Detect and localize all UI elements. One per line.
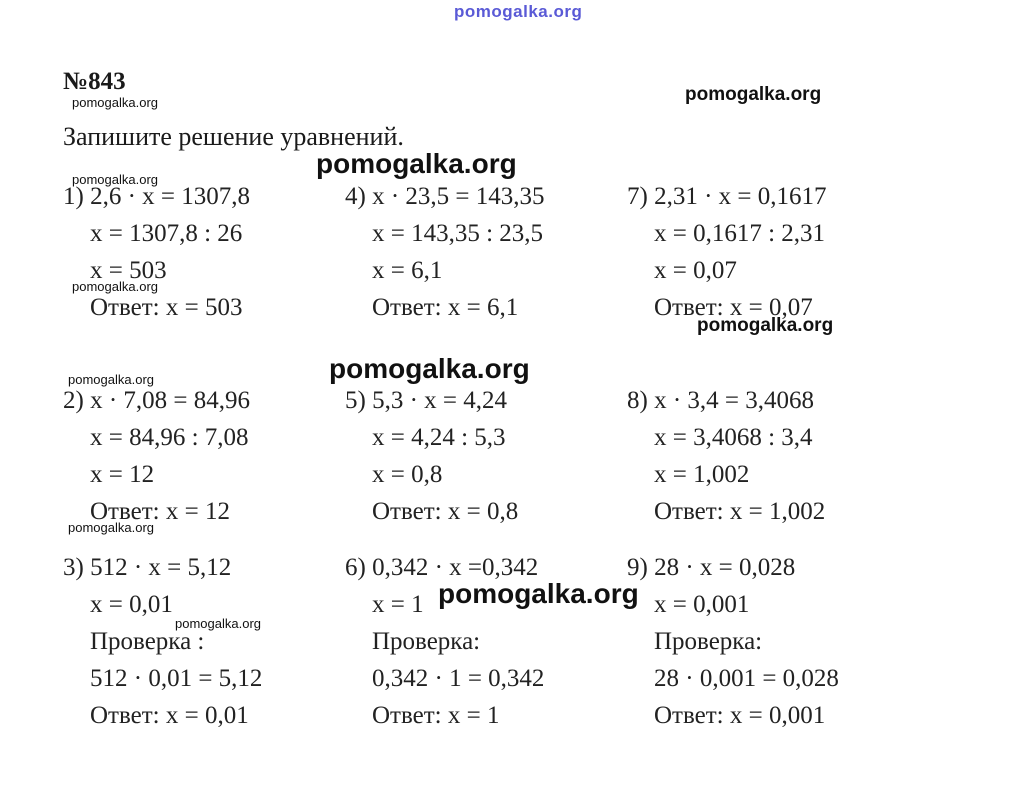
watermark-small: pomogalka.org <box>72 172 158 187</box>
solution-step: x = 1307,8 : 26 <box>90 220 243 247</box>
watermark-large: pomogalka.org <box>438 578 639 609</box>
solution-step: x = 503 <box>90 257 167 284</box>
equation: 3) 512 · x = 5,12 <box>63 554 232 581</box>
check-step: 0,342 · 1 = 0,342 <box>372 665 545 692</box>
answer: Ответ: x = 0,01 <box>90 702 249 729</box>
answer: Ответ: x = 1,002 <box>654 498 826 525</box>
solution-step: x = 0,07 <box>654 257 737 284</box>
check-label: Проверка : <box>90 628 205 655</box>
watermark-small: pomogalka.org <box>68 520 154 535</box>
answer: Ответ: x = 0,001 <box>654 702 826 729</box>
solution-step: x = 4,24 : 5,3 <box>372 424 506 451</box>
answer: Ответ: x = 6,1 <box>372 294 519 321</box>
equation: 7) 2,31 · x = 0,1617 <box>627 183 827 210</box>
check-label: Проверка: <box>372 628 481 655</box>
equation: 9) 28 · x = 0,028 <box>627 554 796 581</box>
watermark-top: pomogalka.org <box>454 2 583 21</box>
check-step: 28 · 0,001 = 0,028 <box>654 665 839 692</box>
equation: 4) x · 23,5 = 143,35 <box>345 183 545 210</box>
equation: 1) 2,6 · x = 1307,8 <box>63 183 250 210</box>
watermark-small: pomogalka.org <box>68 372 154 387</box>
watermark-small: pomogalka.org <box>72 95 158 110</box>
equation: 8) x · 3,4 = 3,4068 <box>627 387 814 414</box>
watermark-medium: pomogalka.org <box>697 315 834 336</box>
watermark-small: pomogalka.org <box>72 279 158 294</box>
answer: Ответ: x = 0,07 <box>654 294 813 321</box>
task-text: Запишите решение уравнений. <box>63 122 404 151</box>
exercise-number: №843 <box>63 68 126 95</box>
check-step: 512 · 0,01 = 5,12 <box>90 665 263 692</box>
solution-step: x = 0,01 <box>90 591 173 618</box>
solution-step: x = 0,8 <box>372 461 443 488</box>
solution-step: x = 1,002 <box>654 461 750 488</box>
answer: Ответ: x = 12 <box>90 498 230 525</box>
watermark-large: pomogalka.org <box>329 353 530 384</box>
watermark-medium: pomogalka.org <box>685 84 822 105</box>
watermark-small: pomogalka.org <box>175 616 261 631</box>
solution-step: x = 0,001 <box>654 591 750 618</box>
watermark-large: pomogalka.org <box>316 148 517 179</box>
answer: Ответ: x = 1 <box>372 702 500 729</box>
solution-step: x = 84,96 : 7,08 <box>90 424 249 451</box>
solution-step: x = 3,4068 : 3,4 <box>654 424 813 451</box>
solution-step: x = 143,35 : 23,5 <box>372 220 544 247</box>
answer: Ответ: x = 503 <box>90 294 243 321</box>
equation: 5) 5,3 · x = 4,24 <box>345 387 507 414</box>
check-label: Проверка: <box>654 628 763 655</box>
solution-step: x = 12 <box>90 461 155 488</box>
equation: 6) 0,342 · x =0,342 <box>345 554 539 581</box>
solution-step: x = 0,1617 : 2,31 <box>654 220 826 247</box>
equation: 2) x · 7,08 = 84,96 <box>63 387 250 414</box>
answer: Ответ: x = 0,8 <box>372 498 519 525</box>
solution-step: x = 6,1 <box>372 257 443 284</box>
solution-step: x = 1 <box>372 591 424 618</box>
